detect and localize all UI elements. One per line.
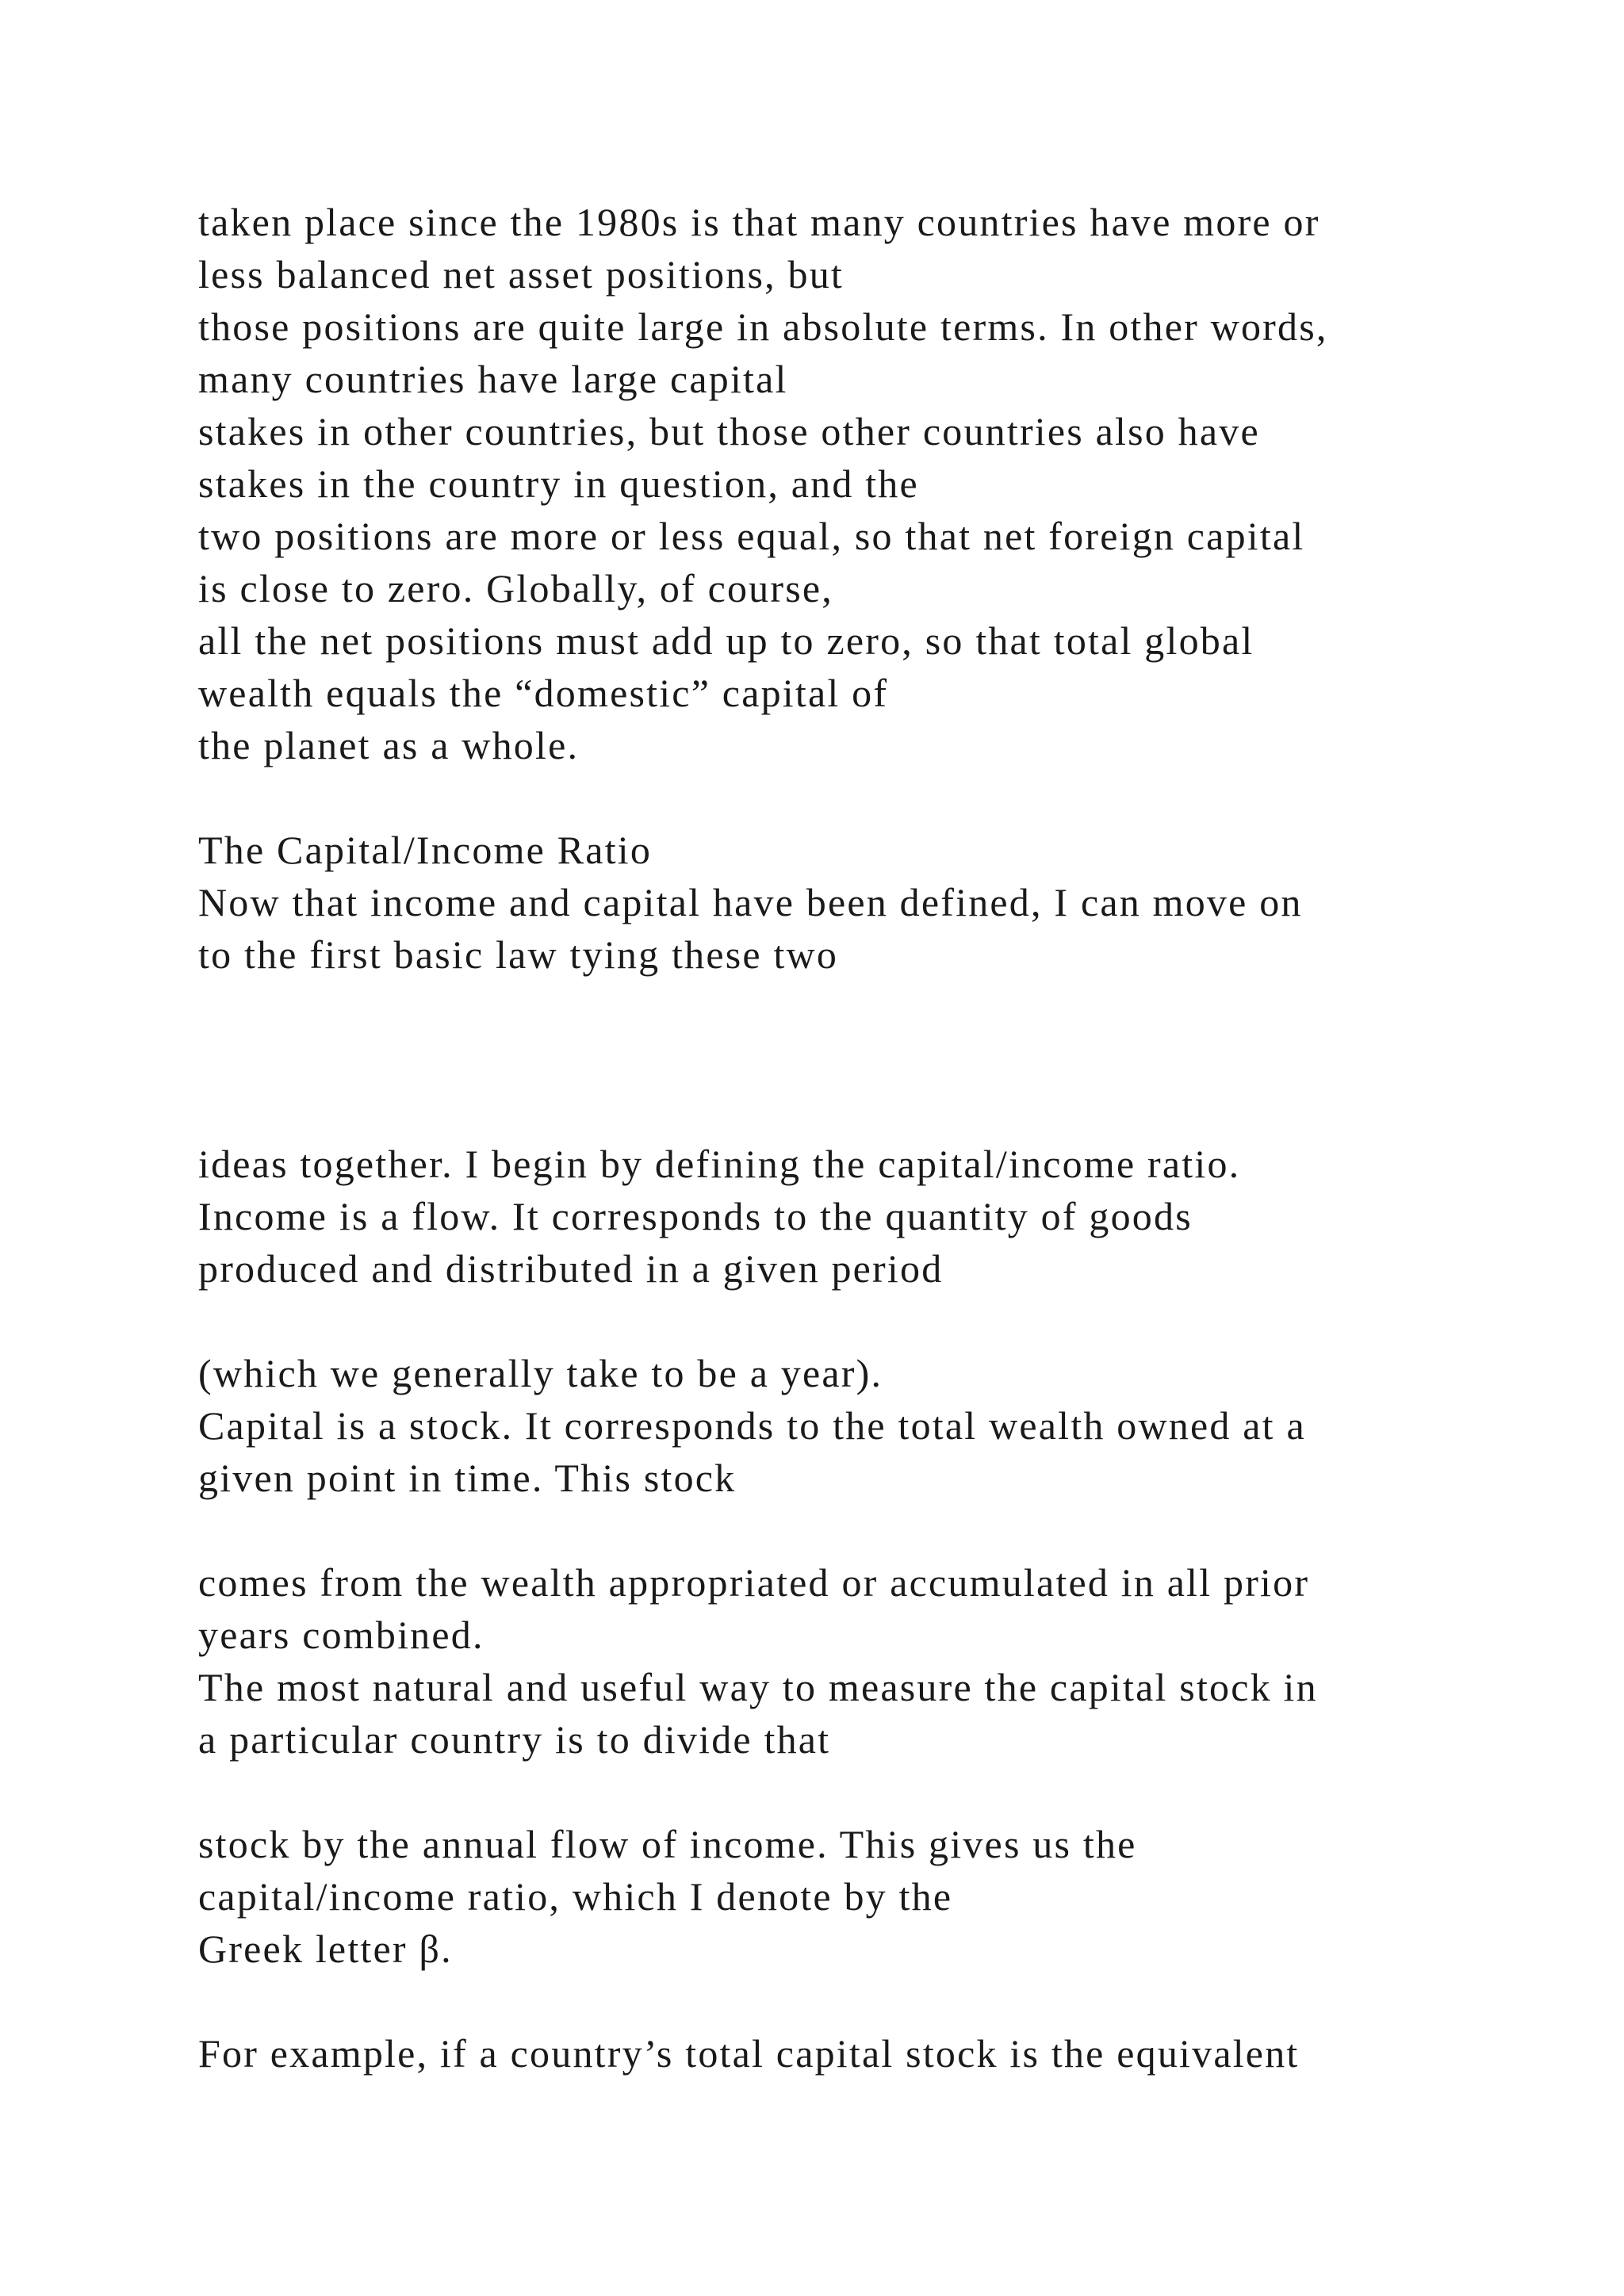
text-line: to the first basic law tying these two <box>198 932 839 977</box>
text-line: given point in time. This stock <box>198 1456 737 1500</box>
text-line: Capital is a stock. It corresponds to the total wealth owned at a <box>198 1403 1306 1448</box>
text-line: stakes in other countries, but those other countries also have <box>198 409 1260 453</box>
text-line: Greek letter β. <box>198 1927 453 1971</box>
text-line: capital/income ratio, which I denote by the <box>198 1874 953 1919</box>
text-line: Income is a flow. It corresponds to the quantity of goods <box>198 1194 1193 1238</box>
text-line: The most natural and useful way to measure the capital stock in <box>198 1665 1318 1709</box>
text-line: less balanced net asset positions, but <box>198 252 845 297</box>
text-line: two positions are more or less equal, so that net foreign capital <box>198 514 1305 558</box>
text-line: a particular country is to divide that <box>198 1717 831 1762</box>
text-line: wealth equals the “domestic” capital of <box>198 671 889 715</box>
text-line: is close to zero. Globally, of course, <box>198 566 833 610</box>
text-line: Now that income and capital have been defined, I can move on <box>198 880 1303 924</box>
section-heading: The Capital/Income Ratio <box>198 828 653 872</box>
text-line: ideas together. I begin by defining the capital/income ratio. <box>198 1142 1241 1186</box>
text-line: years combined. <box>198 1613 485 1657</box>
text-line: all the net positions must add up to zero, so that total global <box>198 618 1254 663</box>
text-line: comes from the wealth appropriated or accumulated in all prior <box>198 1560 1310 1605</box>
text-line: stakes in the country in question, and the <box>198 461 919 506</box>
text-line: taken place since the 1980s is that many countries have more or <box>198 200 1320 244</box>
text-line: (which we generally take to be a year). <box>198 1351 883 1395</box>
text-line: stock by the annual flow of income. This gives us the <box>198 1822 1137 1866</box>
text-line: many countries have large capital <box>198 357 788 401</box>
text-line: the planet as a whole. <box>198 723 580 767</box>
text-line: For example, if a country’s total capital stock is the equivalent <box>198 2031 1300 2076</box>
text-line: produced and distributed in a given period <box>198 1246 944 1291</box>
text-line: those positions are quite large in absolute terms. In other words, <box>198 304 1328 349</box>
